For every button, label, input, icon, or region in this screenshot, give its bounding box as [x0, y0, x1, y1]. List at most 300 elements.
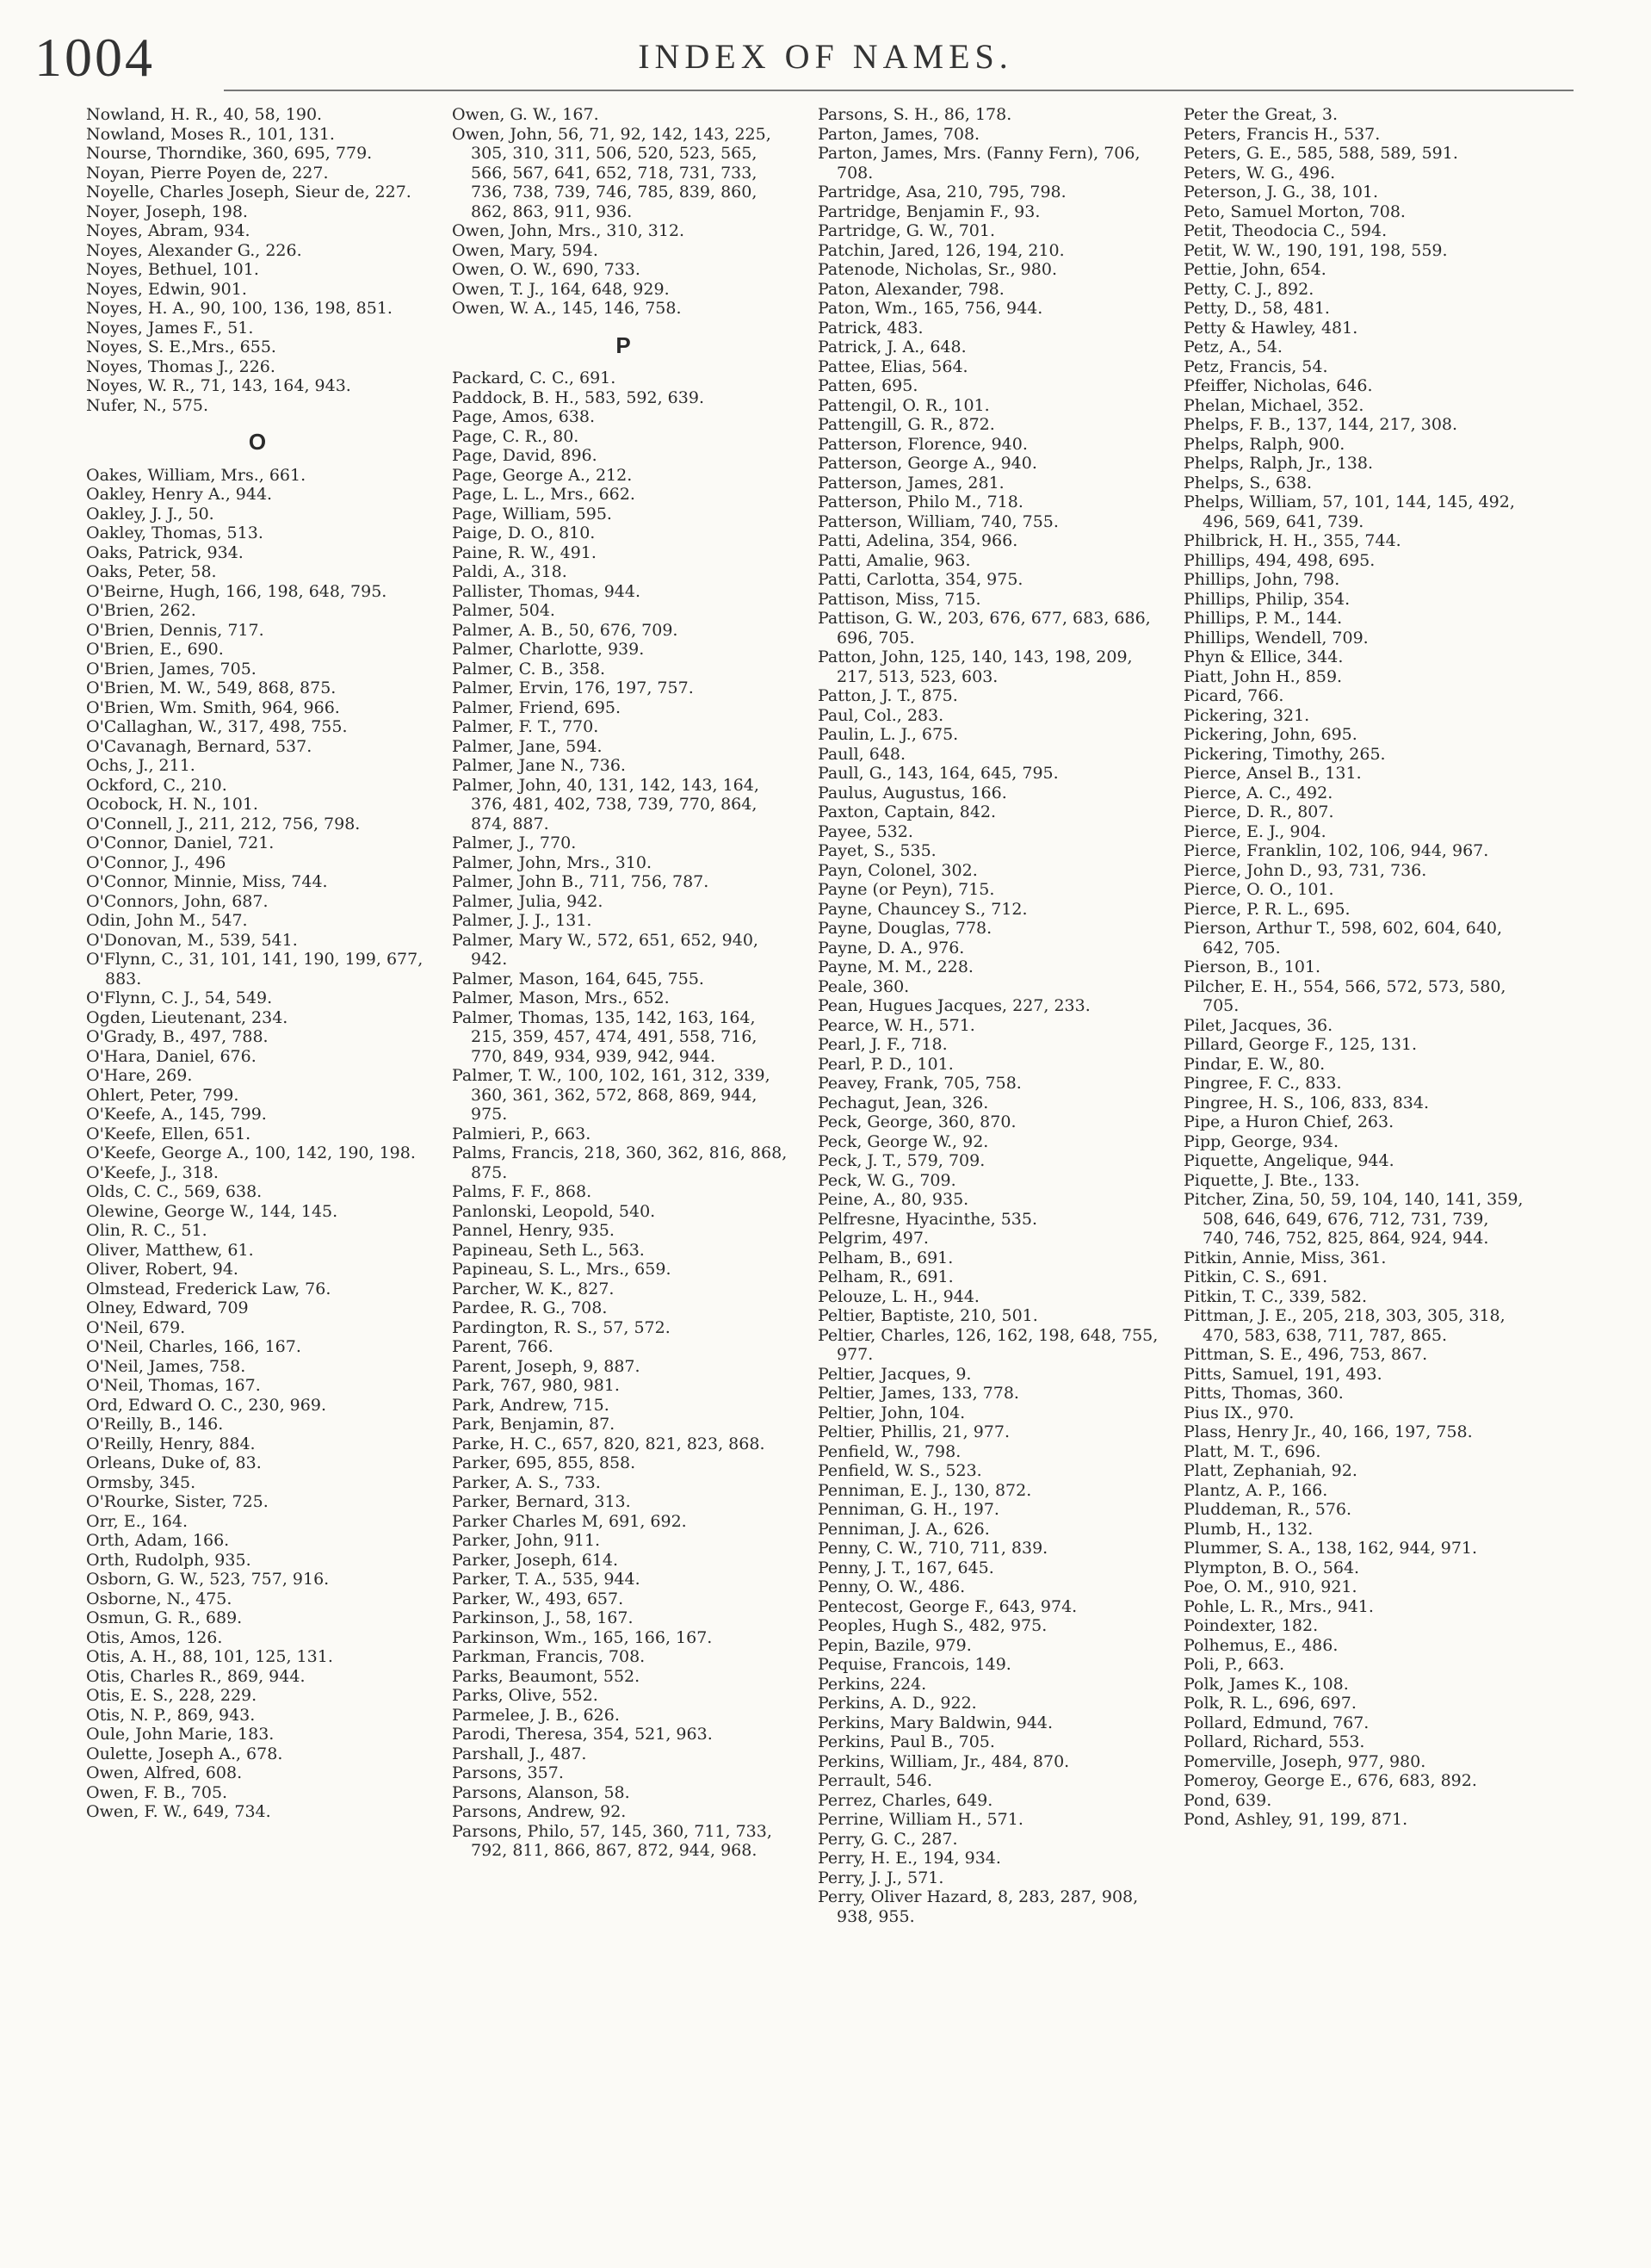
index-entry: Pittman, S. E., 496, 753, 867. [1184, 1345, 1428, 1364]
index-entry: Pierson, B., 101. [1184, 957, 1321, 976]
index-entry: Peters, W. G., 496. [1184, 163, 1336, 183]
index-entry: Pitcher, Zina, 50, 59, 104, 140, 141, 359, 508, 646, 649, 676, 712, 731, 739, 740, 746, 752, 825, 864, 924, 944. [1184, 1190, 1524, 1248]
index-entry: Pitkin, C. S., 691. [1184, 1267, 1328, 1286]
index-entry: Peter the Great, 3. [1184, 105, 1339, 124]
index-entry: Phelps, S., 638. [1184, 473, 1313, 493]
index-entry: Oakley, Thomas, 513. [86, 524, 263, 542]
index-entry: Ocobock, H. N., 101. [86, 795, 258, 814]
index-entry: Noyes, Thomas J., 226. [86, 356, 275, 376]
index-entry: Patrick, 483. [818, 318, 924, 338]
index-entry: Piatt, John H., 859. [1184, 666, 1343, 686]
index-entry: Pitkin, Annie, Miss, 361. [1184, 1248, 1387, 1267]
index-entry: Payne, Douglas, 778. [818, 919, 992, 938]
index-entry: Peck, J. T., 579, 709. [818, 1151, 986, 1170]
index-entry: Olney, Edward, 709 [86, 1298, 249, 1317]
index-entry: Palms, F. F., 868. [452, 1182, 592, 1201]
index-entry: Pearce, W. H., 571. [818, 1015, 975, 1035]
index-entry: Pillard, George F., 125, 131. [1184, 1035, 1418, 1054]
index-entry: Pattengil, O. R., 101. [818, 395, 990, 415]
index-entry: Pelouze, L. H., 944. [818, 1286, 980, 1306]
index-entry: Ochs, J., 211. [86, 756, 195, 775]
index-entry: Palmieri, P., 663. [452, 1124, 591, 1143]
index-entry: Peine, A., 80, 935. [818, 1190, 969, 1209]
index-entry: Pickering, John, 695. [1184, 725, 1357, 744]
index-entry: Paldi, A., 318. [452, 562, 567, 581]
index-entry: Odin, John M., 547. [86, 911, 248, 930]
index-entry: Palmer, Ervin, 176, 197, 757. [452, 679, 694, 697]
index-entry: Pearl, P. D., 101. [818, 1054, 954, 1074]
index-entry: Parks, Beaumont, 552. [452, 1666, 640, 1686]
index-entry: Polk, James K., 108. [1184, 1674, 1349, 1694]
index-entry: Penny, C. W., 710, 711, 839. [818, 1539, 1048, 1558]
index-entry: Phillips, P. M., 144. [1184, 609, 1343, 628]
index-entry: Palmer, Julia, 942. [452, 891, 603, 911]
index-entry: Polk, R. L., 696, 697. [1184, 1694, 1357, 1713]
index-entry: Noyes, H. A., 90, 100, 136, 198, 851. [86, 299, 393, 318]
index-entry: Perkins, 224. [818, 1674, 927, 1694]
index-entry: Oaks, Patrick, 934. [86, 542, 244, 562]
index-entry: Paulin, L. J., 675. [818, 725, 959, 744]
index-entry: O'Beirne, Hugh, 166, 198, 648, 795. [86, 581, 387, 601]
index-entry: Partridge, Benjamin F., 93. [818, 201, 1041, 221]
index-entry: Parcher, W. K., 827. [452, 1279, 615, 1298]
index-entry: Pingree, H. S., 106, 833, 834. [1184, 1093, 1430, 1112]
index-entry: Parker, T. A., 535, 944. [452, 1570, 640, 1589]
index-entry: Parshall, J., 487. [452, 1744, 587, 1763]
index-entry: O'Grady, B., 497, 788. [86, 1027, 269, 1046]
index-entry: Pierce, Franklin, 102, 106, 944, 967. [1184, 841, 1489, 860]
index-entry: O'Callaghan, W., 317, 498, 755. [86, 717, 348, 736]
index-entry: Noyes, Bethuel, 101. [86, 260, 259, 279]
index-entry: Otis, Amos, 126. [86, 1627, 223, 1647]
index-entry: Parsons, Andrew, 92. [452, 1802, 627, 1821]
index-entry: Pittman, J. E., 205, 218, 303, 305, 318, 470, 583, 638, 711, 787, 865. [1184, 1306, 1506, 1345]
index-entry: Noyes, Edwin, 901. [86, 279, 247, 299]
index-entry: Patterson, William, 740, 755. [818, 511, 1059, 531]
index-entry: Page, David, 896. [452, 446, 597, 465]
index-entry: Pierce, A. C., 492. [1184, 783, 1333, 802]
index-entry: Noyelle, Charles Joseph, Sieur de, 227. [86, 183, 411, 201]
index-entry: Peltier, Charles, 126, 162, 198, 648, 755, 977. [818, 1325, 1159, 1364]
index-entry: Nowland, H. R., 40, 58, 190. [86, 105, 323, 124]
index-entry: Platt, Zephaniah, 92. [1184, 1461, 1357, 1480]
header-rule [224, 90, 1574, 91]
index-entry: O'Keefe, George A., 100, 142, 190, 198. [86, 1143, 416, 1162]
index-entry: Pentecost, George F., 643, 974. [818, 1596, 1078, 1616]
index-entry: Poindexter, 182. [1184, 1616, 1319, 1635]
index-entry: Poli, P., 663. [1184, 1655, 1285, 1674]
index-entry: Paton, Alexander, 798. [818, 279, 1005, 299]
index-entry: Pequise, Francois, 149. [818, 1655, 1011, 1674]
index-entry: Pattengill, G. R., 872. [818, 415, 995, 434]
index-entry: Noyes, Abram, 934. [86, 221, 250, 240]
index-entry: O'Neil, Thomas, 167. [86, 1376, 261, 1395]
index-entry: Orth, Adam, 166. [86, 1531, 230, 1550]
index-entry: Oakley, Henry A., 944. [86, 485, 273, 504]
index-entry: Oaks, Peter, 58. [86, 562, 217, 581]
index-entry: Pierce, E. J., 904. [1184, 821, 1326, 841]
index-entry: Oakley, J. J., 50. [86, 504, 214, 524]
index-entry: Paulus, Augustus, 166. [818, 783, 1007, 802]
index-entry: Polhemus, E., 486. [1184, 1635, 1339, 1655]
index-entry: O'Hara, Daniel, 676. [86, 1046, 257, 1066]
section-heading: P [615, 332, 633, 358]
index-entry: Petz, Francis, 54. [1184, 356, 1328, 376]
index-entry: O'Flynn, C., 31, 101, 141, 190, 199, 677, 883. [86, 950, 424, 988]
index-entry: Papineau, Seth L., 563. [452, 1240, 645, 1260]
index-entry: Pollard, Richard, 553. [1184, 1732, 1365, 1751]
page-header [0, 17, 1651, 95]
index-entry: Plummer, S. A., 138, 162, 944, 971. [1184, 1539, 1478, 1558]
index-entry: Perry, J. J., 571. [818, 1868, 944, 1887]
index-entry: Oliver, Matthew, 61. [86, 1240, 254, 1260]
index-entry: Pomerville, Joseph, 977, 980. [1184, 1751, 1426, 1771]
index-entry: Palms, Francis, 218, 360, 362, 816, 868, 875. [452, 1143, 788, 1182]
index-entry: Pearl, J. F., 718. [818, 1035, 948, 1054]
index-entry: Phelan, Michael, 352. [1184, 395, 1364, 415]
index-entry: Otis, Charles R., 869, 944. [86, 1666, 306, 1686]
index-entry: Owen, F. B., 705. [86, 1782, 228, 1802]
index-entry: Payee, 532. [818, 821, 913, 841]
index-entry: Peltier, Jacques, 9. [818, 1364, 972, 1384]
index-entry: Paull, G., 143, 164, 645, 795. [818, 764, 1059, 783]
index-entry: Payet, S., 535. [818, 841, 937, 860]
index-entry: Orr, E., 164. [86, 1511, 189, 1531]
index-entry: Pitkin, T. C., 339, 582. [1184, 1286, 1367, 1306]
index-entry: Peltier, John, 104. [818, 1403, 966, 1422]
index-entry: Ogden, Lieutenant, 234. [86, 1007, 288, 1027]
index-column-2 [452, 105, 796, 1861]
index-entry: Parkman, Francis, 708. [452, 1647, 646, 1666]
index-entry: Olewine, George W., 144, 145. [86, 1201, 338, 1221]
index-entry: Pierson, Arthur T., 598, 602, 604, 640, 642, 705. [1184, 919, 1503, 957]
index-entry: Pelham, R., 691. [818, 1267, 954, 1286]
index-entry: Parker Charles M, 691, 692. [452, 1511, 687, 1531]
index-entry: Oliver, Robert, 94. [86, 1260, 238, 1279]
index-entry: Phelps, William, 57, 101, 144, 145, 492, 496, 569, 641, 739. [1184, 493, 1515, 531]
index-entry: Poe, O. M., 910, 921. [1184, 1577, 1357, 1596]
index-entry: Palmer, F. T., 770. [452, 717, 599, 736]
index-entry: Pipe, a Huron Chief, 263. [1184, 1112, 1394, 1131]
index-entry: Park, 767, 980, 981. [452, 1376, 620, 1395]
index-entry: O'Brien, James, 705. [86, 659, 257, 679]
index-entry: Patrick, J. A., 648. [818, 338, 967, 356]
index-entry: Pingree, F. C., 833. [1184, 1074, 1342, 1093]
index-entry: Parsons, Philo, 57, 145, 360, 711, 733, 792, 811, 866, 867, 872, 944, 968. [452, 1821, 772, 1860]
index-entry: Pierce, O. O., 101. [1184, 880, 1334, 899]
index-entry: Pius IX., 970. [1184, 1403, 1295, 1422]
index-entry: Perkins, Paul B., 705. [818, 1732, 995, 1751]
index-entry: Peck, George W., 92. [818, 1131, 989, 1151]
index-entry: Patterson, James, 281. [818, 473, 1005, 493]
index-entry: Palmer, Mary W., 572, 651, 652, 940, 942. [452, 930, 758, 969]
index-entry: Phelps, Ralph, 900. [1184, 434, 1345, 454]
index-entry: Owen, John, 56, 71, 92, 142, 143, 225, 305, 310, 311, 506, 520, 523, 565, 566, 567, 641, 652, 718, 731, 733, 736, 738, 739, 746, 785, 839, 860, 862, 863, 911, 936. [452, 124, 771, 221]
index-entry: Palmer, J., 770. [452, 833, 577, 852]
index-entry: Perry, H. E., 194, 934. [818, 1849, 1001, 1868]
index-entry: Palmer, Mason, Mrs., 652. [452, 988, 670, 1007]
index-entry: O'Connor, Daniel, 721. [86, 833, 275, 852]
index-column-1 [86, 105, 430, 1822]
index-entry: Parkinson, J., 58, 167. [452, 1608, 634, 1627]
index-entry: Otis, A. H., 88, 101, 125, 131. [86, 1647, 333, 1666]
index-entry: Olmstead, Frederick Law, 76. [86, 1279, 331, 1298]
index-entry: Phelps, Ralph, Jr., 138. [1184, 454, 1373, 473]
index-entry: Owen, W. A., 145, 146, 758. [452, 299, 682, 318]
index-entry: Petty & Hawley, 481. [1184, 318, 1358, 338]
index-entry: Parsons, S. H., 86, 178. [818, 105, 1012, 124]
index-entry: O'Brien, 262. [86, 601, 196, 620]
index-entry: O'Keefe, J., 318. [86, 1162, 219, 1182]
index-entry: Perrault, 546. [818, 1771, 932, 1790]
index-entry: Plantz, A. P., 166. [1184, 1480, 1328, 1500]
index-entry: Palmer, John B., 711, 756, 787. [452, 872, 709, 891]
index-entry: Pickering, Timothy, 265. [1184, 744, 1386, 764]
index-entry: Phillips, Wendell, 709. [1184, 628, 1369, 648]
index-entry: Noyan, Pierre Poyen de, 227. [86, 163, 329, 183]
index-entry: Olin, R. C., 51. [86, 1221, 207, 1240]
index-entry: Payne, M. M., 228. [818, 957, 974, 976]
index-entry: Palmer, Charlotte, 939. [452, 640, 645, 659]
index-entry: Patton, John, 125, 140, 143, 198, 209, 217, 513, 523, 603. [818, 648, 1133, 686]
index-entry: Parker, 695, 855, 858. [452, 1453, 636, 1472]
index-entry: Perkins, A. D., 922. [818, 1694, 977, 1713]
index-entry: Parker, W., 493, 657. [452, 1589, 624, 1608]
index-entry: Orleans, Duke of, 83. [86, 1453, 262, 1472]
index-entry: O'Neil, Charles, 166, 167. [86, 1337, 301, 1356]
index-entry: Penfield, W. S., 523. [818, 1461, 982, 1480]
index-entry: Nowland, Moses R., 101, 131. [86, 124, 335, 144]
index-entry: Pluddeman, R., 576. [1184, 1500, 1352, 1519]
index-entry: Palmer, Friend, 695. [452, 697, 621, 717]
index-entry: Peto, Samuel Morton, 708. [1184, 201, 1406, 221]
index-entry: Owen, T. J., 164, 648, 929. [452, 279, 670, 299]
index-entry: Pechagut, Jean, 326. [818, 1093, 989, 1112]
index-entry: Penny, J. T., 167, 645. [818, 1558, 994, 1577]
index-entry: Pelgrim, 497. [818, 1229, 929, 1248]
index-entry: Plumb, H., 132. [1184, 1519, 1314, 1539]
index-entry: Parsons, 357. [452, 1763, 564, 1782]
index-entry: Otis, N. P., 869, 943. [86, 1705, 256, 1725]
index-entry: Pannel, Henry, 935. [452, 1221, 615, 1240]
index-column-3 [818, 105, 1162, 1926]
index-entry: Patchin, Jared, 126, 194, 210. [818, 240, 1065, 260]
index-entry: Partridge, G. W., 701. [818, 221, 995, 240]
index-entry: Pitts, Samuel, 191, 493. [1184, 1364, 1382, 1384]
index-entry: Paine, R. W., 491. [452, 542, 597, 562]
index-entry: O'Keefe, Ellen, 651. [86, 1124, 251, 1143]
index-entry: Pierce, D. R., 807. [1184, 802, 1334, 821]
index-entry: Peters, Francis H., 537. [1184, 124, 1381, 144]
index-entry: Penfield, W., 798. [818, 1441, 962, 1461]
index-entry: Owen, Alfred, 608. [86, 1763, 243, 1782]
index-entry: Parks, Olive, 552. [452, 1686, 598, 1705]
index-entry: Ormsby, 345. [86, 1472, 196, 1492]
index-entry: Piquette, Angelique, 944. [1184, 1151, 1394, 1170]
index-entry: Packard, C. C., 691. [452, 369, 616, 387]
index-entry: Parke, H. C., 657, 820, 821, 823, 868. [452, 1434, 765, 1453]
index-entry: Pierce, John D., 93, 731, 736. [1184, 860, 1427, 880]
index-entry: Peterson, J. G., 38, 101. [1184, 183, 1379, 201]
index-entry: Patti, Carlotta, 354, 975. [818, 570, 1023, 589]
index-entry: Phillips, John, 798. [1184, 570, 1340, 589]
index-entry: Peoples, Hugh S., 482, 975. [818, 1616, 1048, 1635]
index-entry: Pierce, P. R. L., 695. [1184, 899, 1351, 919]
index-entry: Osborne, N., 475. [86, 1589, 232, 1608]
index-entry: Panlonski, Leopold, 540. [452, 1201, 656, 1221]
index-entry: Pindar, E. W., 80. [1184, 1054, 1326, 1074]
index-entry: Papineau, S. L., Mrs., 659. [452, 1260, 671, 1279]
index-entry: Peale, 360. [818, 976, 910, 996]
index-entry: Otis, E. S., 228, 229. [86, 1686, 257, 1705]
index-entry: O'Flynn, C. J., 54, 549. [86, 988, 273, 1007]
index-entry: Plass, Henry Jr., 40, 166, 197, 758. [1184, 1422, 1473, 1441]
index-column-4 [1184, 105, 1528, 1830]
index-entry: Pohle, L. R., Mrs., 941. [1184, 1596, 1374, 1616]
index-entry: Peck, George, 360, 870. [818, 1112, 1017, 1131]
index-entry: Parent, 766. [452, 1337, 553, 1356]
index-entry: O'Hare, 269. [86, 1066, 193, 1085]
index-entry: O'Connell, J., 211, 212, 756, 798. [86, 814, 361, 833]
section-heading: O [248, 429, 269, 455]
index-entry: Oakes, William, Mrs., 661. [86, 465, 306, 485]
index-entry: Pilet, Jacques, 36. [1184, 1015, 1333, 1035]
index-entry: Parkinson, Wm., 165, 166, 167. [452, 1627, 713, 1647]
index-entry: Pepin, Bazile, 979. [818, 1635, 972, 1655]
index-entry: Peltier, James, 133, 778. [818, 1384, 1019, 1403]
index-columns [86, 105, 1584, 2249]
index-entry: Petit, Theodocia C., 594. [1184, 221, 1388, 240]
index-entry: Perkins, William, Jr., 484, 870. [818, 1751, 1070, 1771]
index-entry: Petty, C. J., 892. [1184, 279, 1314, 299]
index-entry: Phyn & Ellice, 344. [1184, 648, 1344, 666]
index-entry: Oule, John Marie, 183. [86, 1725, 275, 1744]
index-entry: Olds, C. C., 569, 638. [86, 1182, 263, 1201]
index-entry: Palmer, Jane, 594. [452, 736, 603, 756]
index-entry: Phelps, F. B., 137, 144, 217, 308. [1184, 415, 1458, 434]
index-entry: Picard, 766. [1184, 686, 1284, 705]
index-entry: O'Donovan, M., 539, 541. [86, 930, 298, 950]
index-entry: Perry, Oliver Hazard, 8, 283, 287, 908, 938, 955. [818, 1887, 1139, 1926]
index-entry: O'Connor, Minnie, Miss, 744. [86, 872, 328, 891]
index-entry: Payne, Chauncey S., 712. [818, 899, 1028, 919]
index-entry: Pfeiffer, Nicholas, 646. [1184, 376, 1373, 395]
page-number: 1004 [34, 27, 155, 88]
index-entry: O'Brien, M. W., 549, 868, 875. [86, 679, 337, 697]
index-entry: Payn, Colonel, 302. [818, 860, 978, 880]
index-entry: Osmun, G. R., 689. [86, 1608, 243, 1627]
index-entry: Piquette, J. Bte., 133. [1184, 1170, 1360, 1190]
index-entry: Parodi, Theresa, 354, 521, 963. [452, 1725, 713, 1744]
index-entry: Perrez, Charles, 649. [818, 1790, 993, 1810]
index-entry: O'Cavanagh, Bernard, 537. [86, 736, 312, 756]
index-entry: Philbrick, H. H., 355, 744. [1184, 531, 1401, 550]
index-entry: Patton, J. T., 875. [818, 686, 958, 705]
index-entry: Parsons, Alanson, 58. [452, 1782, 630, 1802]
index-entry: Nufer, N., 575. [86, 395, 209, 415]
index-entry: Pallister, Thomas, 944. [452, 581, 641, 601]
index-entry: Paull, 648. [818, 744, 906, 764]
index-entry: Penniman, E. J., 130, 872. [818, 1480, 1032, 1500]
index-entry: Palmer, C. B., 358. [452, 659, 605, 679]
index-entry: O'Keefe, A., 145, 799. [86, 1105, 267, 1124]
index-entry: Patterson, Florence, 940. [818, 434, 1028, 454]
page-title: INDEX OF NAMES. [638, 37, 1013, 76]
index-entry: Paul, Col., 283. [818, 705, 944, 725]
index-entry: Owen, O. W., 690, 733. [452, 260, 640, 279]
index-entry: Phillips, 494, 498, 695. [1184, 550, 1376, 570]
index-entry: Paton, Wm., 165, 756, 944. [818, 299, 1043, 318]
index-entry: Pean, Hugues Jacques, 227, 233. [818, 996, 1091, 1015]
index-entry: Pomeroy, George E., 676, 683, 892. [1184, 1771, 1477, 1790]
index-entry: Park, Benjamin, 87. [452, 1415, 615, 1434]
index-entry: Page, William, 595. [452, 504, 612, 524]
index-entry: Pardington, R. S., 57, 572. [452, 1317, 671, 1337]
index-entry: O'Connor, J., 496 [86, 852, 226, 872]
index-entry: Noyes, W. R., 71, 143, 164, 943. [86, 376, 351, 395]
index-entry: Petit, W. W., 190, 191, 198, 559. [1184, 240, 1448, 260]
index-entry: Patterson, George A., 940. [818, 454, 1037, 473]
index-entry: Patti, Adelina, 354, 966. [818, 531, 1018, 550]
index-entry: Perkins, Mary Baldwin, 944. [818, 1713, 1054, 1732]
index-entry: Phillips, Philip, 354. [1184, 589, 1351, 609]
index-entry: Orth, Rudolph, 935. [86, 1550, 251, 1570]
index-entry: Peters, G. E., 585, 588, 589, 591. [1184, 144, 1458, 163]
index-entry: Pelfresne, Hyacinthe, 535. [818, 1209, 1038, 1229]
index-entry: Parker, John, 911. [452, 1531, 601, 1550]
index-entry: Pelham, B., 691. [818, 1248, 954, 1267]
index-entry: Pickering, 321. [1184, 705, 1310, 725]
index-entry: Page, Amos, 638. [452, 407, 596, 426]
index-entry: Pierce, Ansel B., 131. [1184, 764, 1362, 783]
index-entry: Petty, D., 58, 481. [1184, 299, 1330, 318]
index-entry: Palmer, Mason, 164, 645, 755. [452, 969, 704, 988]
index-entry: Platt, M. T., 696. [1184, 1441, 1321, 1461]
index-entry: Patti, Amalie, 963. [818, 550, 971, 570]
index-entry: Parker, Joseph, 614. [452, 1550, 619, 1570]
index-entry: Osborn, G. W., 523, 757, 916. [86, 1570, 330, 1589]
index-entry: Pilcher, E. H., 554, 566, 572, 573, 580, 705. [1184, 976, 1506, 1015]
index-entry: Paxton, Captain, 842. [818, 802, 997, 821]
index-entry: Palmer, Jane N., 736. [452, 756, 626, 775]
index-entry: Palmer, A. B., 50, 676, 709. [452, 620, 678, 640]
index-entry: Ord, Edward O. C., 230, 969. [86, 1395, 326, 1415]
index-entry: O'Connors, John, 687. [86, 891, 269, 911]
index-entry: Pitts, Thomas, 360. [1184, 1384, 1344, 1403]
index-entry: Owen, F. W., 649, 734. [86, 1802, 271, 1821]
index-entry: Pattison, G. W., 203, 676, 677, 683, 686, 696, 705. [818, 609, 1151, 648]
index-entry: O'Reilly, B., 146. [86, 1415, 224, 1434]
index-entry: O'Reilly, Henry, 884. [86, 1434, 256, 1453]
index-entry: Penniman, G. H., 197. [818, 1500, 999, 1519]
index-entry: Palmer, Thomas, 135, 142, 163, 164, 215, 359, 457, 474, 491, 558, 716, 770, 849, 934, 939, 942, 944. [452, 1007, 757, 1066]
index-entry: O'Brien, Dennis, 717. [86, 620, 264, 640]
index-entry: Pond, Ashley, 91, 199, 871. [1184, 1810, 1408, 1829]
index-entry: Oulette, Joseph A., 678. [86, 1744, 283, 1763]
index-entry: Pattison, Miss, 715. [818, 589, 981, 609]
index-entry: Owen, Mary, 594. [452, 240, 598, 260]
index-entry: Patten, 695. [818, 376, 918, 395]
index-entry: Page, C. R., 80. [452, 426, 579, 446]
index-entry: Peltier, Phillis, 21, 977. [818, 1422, 1010, 1441]
index-entry: Pettie, John, 654. [1184, 260, 1326, 279]
index-entry: Noyes, James F., 51. [86, 318, 254, 338]
index-entry: Parker, A. S., 733. [452, 1472, 601, 1492]
index-entry: Nourse, Thorndike, 360, 695, 779. [86, 144, 373, 163]
index-entry: Noyes, Alexander G., 226. [86, 240, 302, 260]
index-entry: Parmelee, J. B., 626. [452, 1705, 620, 1725]
index-entry: Owen, John, Mrs., 310, 312. [452, 221, 685, 240]
